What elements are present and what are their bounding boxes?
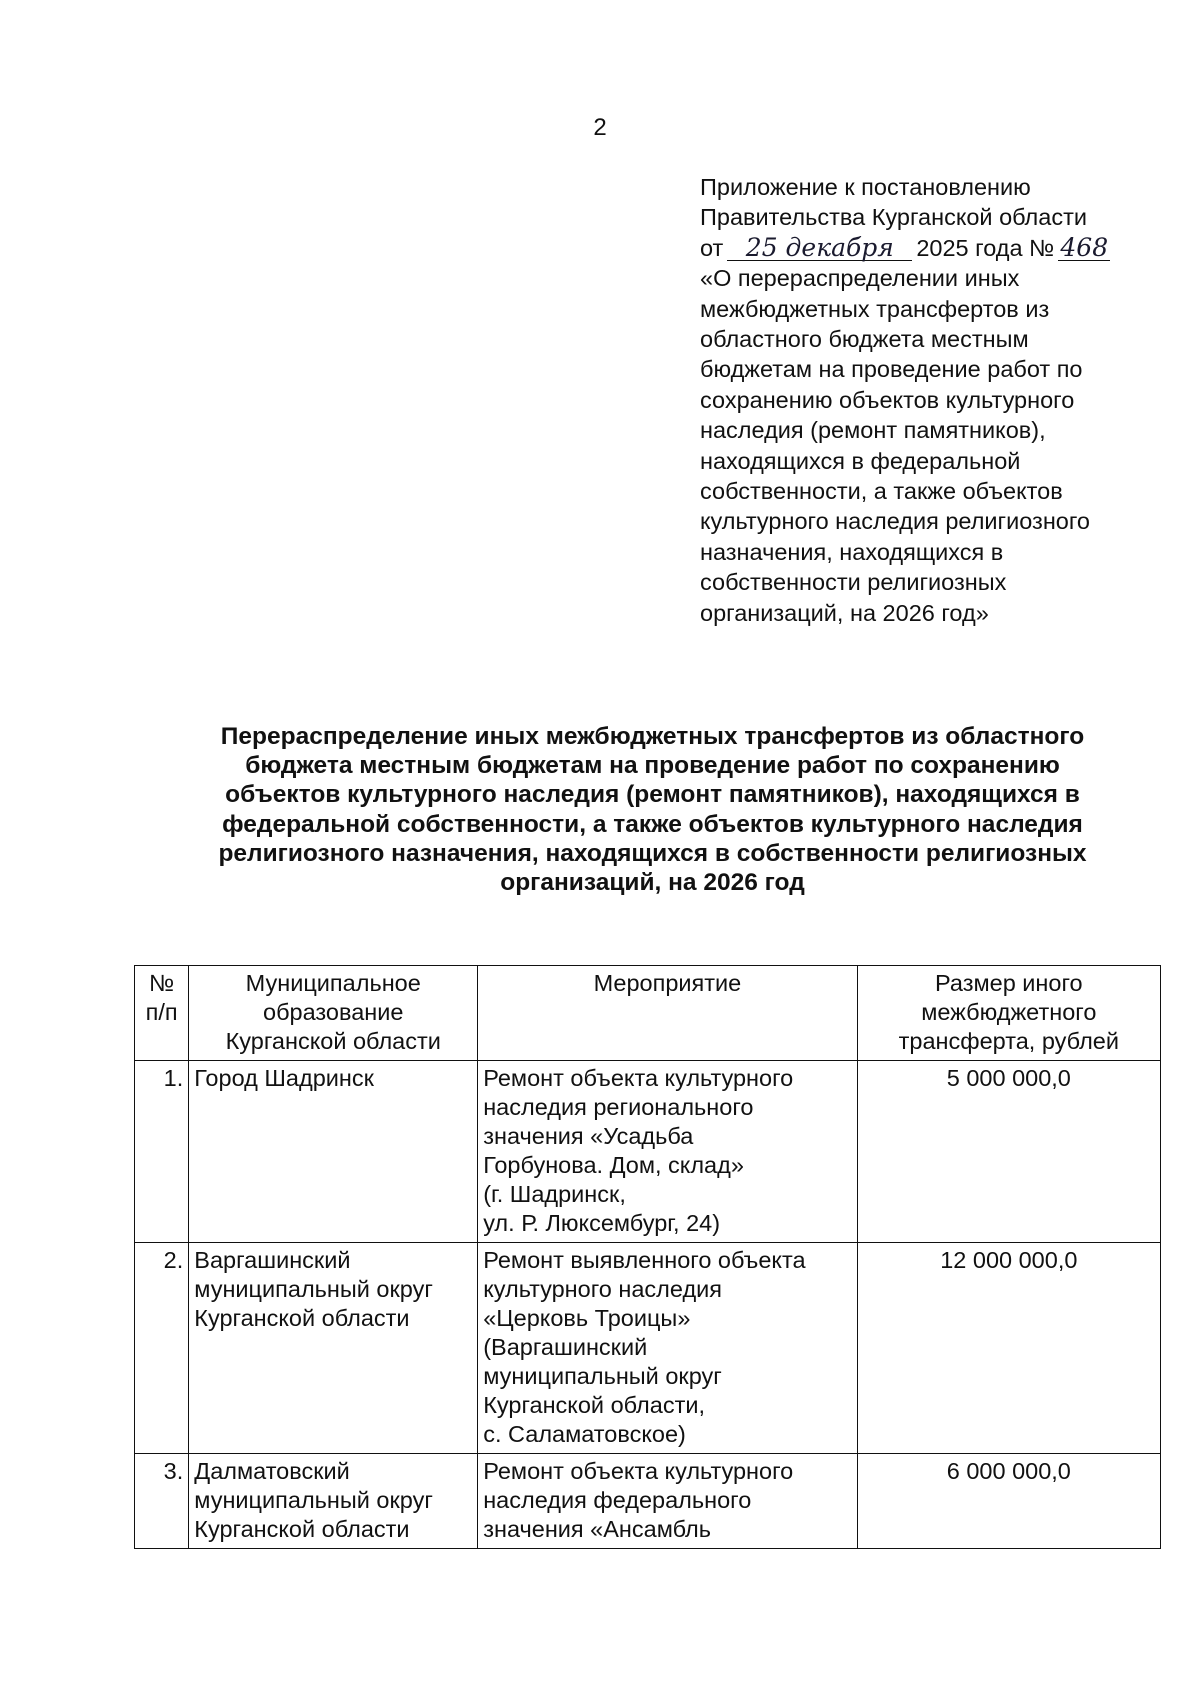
- table-row: [135, 1454, 1161, 1549]
- allocation-table: [134, 965, 1161, 1549]
- appendix-subject-line: наследия (ремонт памятников),: [700, 417, 1046, 444]
- row-activity: Ремонт объекта культурного наследия регионального значения «Усадьба Горбунова. Дом, склад» (г. Шадринск, ул. Р. Люксембург, 24): [478, 1061, 857, 1243]
- appendix-block: [700, 172, 1170, 628]
- row-municipality: Город Шадринск: [189, 1061, 478, 1243]
- handwritten-date: 25 декабря: [727, 236, 912, 261]
- document-title: [160, 722, 1145, 897]
- row-amount: 6 000 000,0: [857, 1454, 1160, 1549]
- header-amount: Размер иного межбюджетного трансферта, рублей: [857, 966, 1160, 1061]
- appendix-subject-line: межбюджетных трансфертов из: [700, 295, 1050, 322]
- appendix-subject-line: организаций, на 2026 год»: [700, 599, 989, 626]
- appendix-subject-line: собственности религиозных: [700, 569, 1007, 596]
- appendix-date-line: [700, 233, 1170, 263]
- appendix-subject-line: «О перераспределении иных: [700, 265, 1020, 292]
- appendix-line-1: Приложение к постановлению: [700, 174, 1031, 200]
- document-title-line: организаций, на 2026 год: [500, 869, 805, 897]
- row-num: 3.: [135, 1454, 189, 1549]
- appendix-subject-line: сохранению объектов культурного: [700, 386, 1075, 413]
- document-title-line: объектов культурного наследия (ремонт памятников), находящихся в: [225, 781, 1080, 809]
- page-number: 2: [593, 114, 607, 141]
- row-activity: Ремонт выявленного объекта культурного наследия «Церковь Троицы» (Варгашинский муниципальный округ Курганской области, с. Саламатовское): [478, 1243, 857, 1454]
- row-activity: Ремонт объекта культурного наследия федерального значения «Ансамбль: [478, 1454, 857, 1549]
- document-title-line: религиозного назначения, находящихся в собственности религиозных: [218, 839, 1087, 867]
- date-prefix: от: [700, 234, 724, 261]
- table-header-row: [135, 966, 1161, 1061]
- handwritten-number: 468: [1058, 236, 1110, 261]
- row-amount: 5 000 000,0: [857, 1061, 1160, 1243]
- header-municipality: Муниципальное образование Курганской области: [189, 966, 478, 1061]
- header-num: № п/п: [135, 966, 189, 1061]
- table-row: [135, 1061, 1161, 1243]
- appendix-line-2: Правительства Курганской области: [700, 204, 1087, 231]
- appendix-subject-line: областного бюджета местным: [700, 326, 1029, 353]
- header-activity: Мероприятие: [478, 966, 857, 1061]
- row-num: 1.: [135, 1061, 189, 1243]
- document-title-line: федеральной собственности, а также объектов культурного наследия: [222, 810, 1083, 838]
- appendix-subject-line: бюджетам на проведение работ по: [700, 356, 1083, 383]
- table-row: [135, 1243, 1161, 1454]
- appendix-subject-line: культурного наследия религиозного: [700, 508, 1090, 535]
- row-municipality: Варгашинский муниципальный округ Курганской области: [189, 1243, 478, 1454]
- appendix-subject-line: назначения, находящихся в: [700, 538, 1004, 565]
- appendix-subject: [700, 263, 1170, 628]
- row-municipality: Далматовский муниципальный округ Курганской области: [189, 1454, 478, 1549]
- row-amount: 12 000 000,0: [857, 1243, 1160, 1454]
- appendix-subject-line: находящихся в федеральной: [700, 447, 1021, 474]
- date-suffix: 2025 года №: [916, 234, 1055, 261]
- document-title-line: бюджета местным бюджетам на проведение работ по сохранению: [245, 752, 1060, 780]
- document-title-line: Перераспределение иных межбюджетных трансфертов из областного: [220, 723, 1085, 750]
- appendix-subject-line: собственности, а также объектов: [700, 478, 1063, 505]
- row-num: 2.: [135, 1243, 189, 1454]
